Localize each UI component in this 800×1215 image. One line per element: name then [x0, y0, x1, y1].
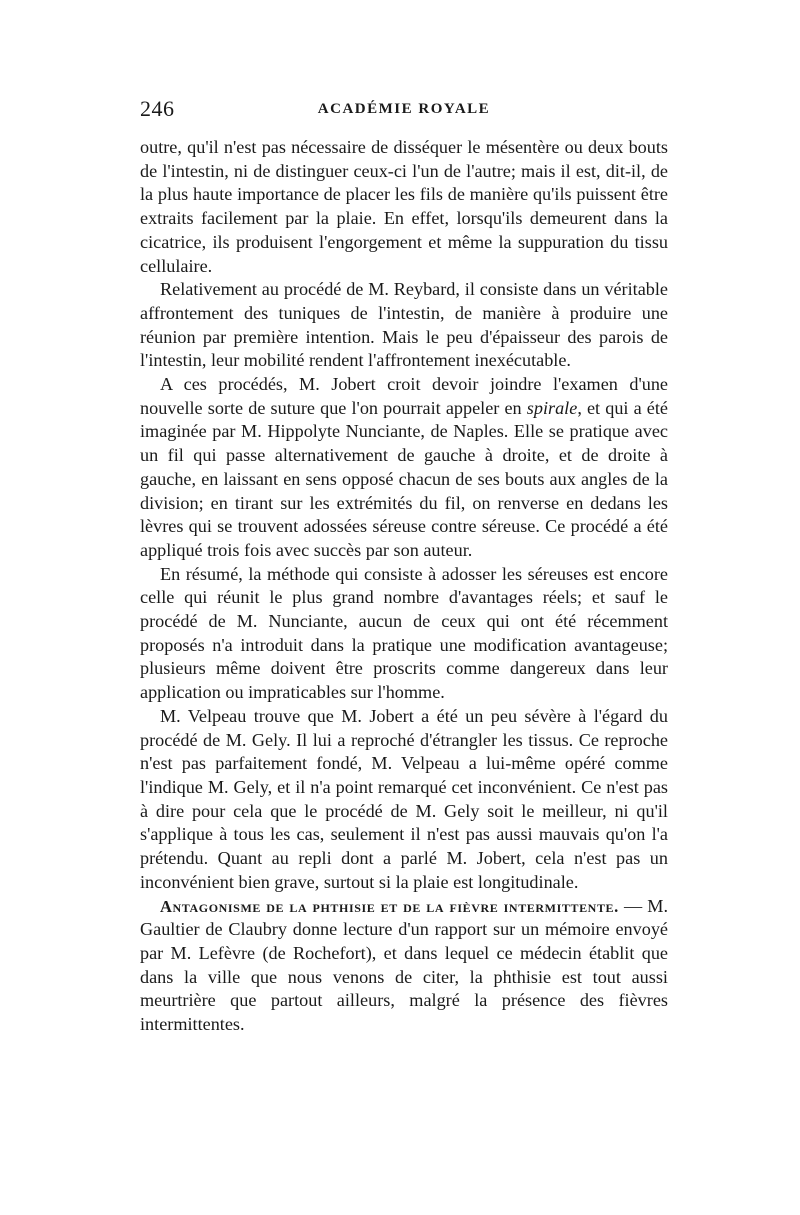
paragraph-5: M. Velpeau trouve que M. Jobert a été un peu sévère à l'égard du procédé de M. Gely. Il lui a reproché d'étrangler les tissus. Ce reproche n'est pas parfaitement fondé, M. Velpeau a lui-même opéré comme l'indique M. Gely, et il n'a point remarqué cet inconvénient. Ce n'est pas à dire pour cela que le procédé de M. Gely soit le meilleur, ni qu'il s'applique à tous les cas, seulement il n'est pas aussi mauvais qu'on l'a prétendu. Quant au repli dont a parlé M. Jobert, cela n'est pas un inconvénient bien grave, surtout si la plaie est longitudinale.	[140, 705, 668, 892]
paragraph-3-text-end: , et qui a été imaginée par M. Hippolyte Nunciante, de Naples. Elle se pratique avec un fil qui passe alternativement de gauche à droite, et de droite à gauche, en laissant en sens opposé chacun de ses bouts aux angles de la division; en tirant sur les extrémités du fil, on renverse en dedans les lèvres qui se trouvent adossées séreuse contre séreuse. Ce procédé a été appliqué trois fois avec succès par son auteur.	[140, 397, 669, 560]
paragraph-3-text-start: A ces procédés, M. Jobert croit devoir joindre l'examen d'une nouvelle sorte de suture que l'on pourrait appeler en	[140, 374, 668, 418]
running-title: ACADÉMIE ROYALE	[317, 101, 491, 117]
paragraph-6-text: — M. Gaultier de Claubry donne lecture d'un rapport sur un mémoire envoyé par M. Lefèvre (de Rochefort), et dans lequel ce médecin établit que dans la ville que nous venons de citer, la phthisie est tout aussi meurtrière que partout ailleurs, malgré la présence des fièvres intermittentes.	[140, 895, 669, 1035]
paragraph-1: outre, qu'il n'est pas nécessaire de disséquer le mésentère ou deux bouts de l'intestin, ni de distinguer ceux-ci l'un de l'autre; mais il est, dit-il, de la plus haute importance de placer les fils de manière qu'ils puissent être extraits facilement par la plaie. En effet, lorsqu'ils demeurent dans la cicatrice, ils produisent l'engorgement et même la suppuration du tissu cellulaire.	[140, 137, 668, 276]
paragraph-3	[140, 373, 668, 563]
page-number: 246	[140, 96, 175, 121]
section-heading: Antagonisme de la phthisie et de la fièvre intermittente.	[160, 896, 619, 916]
paragraph-4: En résumé, la méthode qui consiste à adosser les séreuses est encore celle qui réunit le plus grand nombre d'avantages réels; et sauf le procédé de M. Nunciante, aucun de ceux qui ont été récemment proposés n'a introduit dans la pratique une modification avantageuse; plusieurs même doivent être proscrits comme dangereux dans leur application ou impraticables sur l'homme.	[140, 563, 668, 703]
paragraph-6	[140, 895, 668, 1037]
paragraph-2: Relativement au procédé de M. Reybard, il consiste dans un véritable affrontement des tuniques de l'intestin, de manière à produire une réunion par première intention. Mais le peu d'épaisseur des parois de l'intestin, leur mobilité rendent l'affrontement inexécutable.	[140, 279, 668, 371]
body-text	[140, 136, 668, 1037]
paragraph-3-italic-term: spirale	[526, 397, 578, 418]
page-header	[140, 96, 668, 124]
